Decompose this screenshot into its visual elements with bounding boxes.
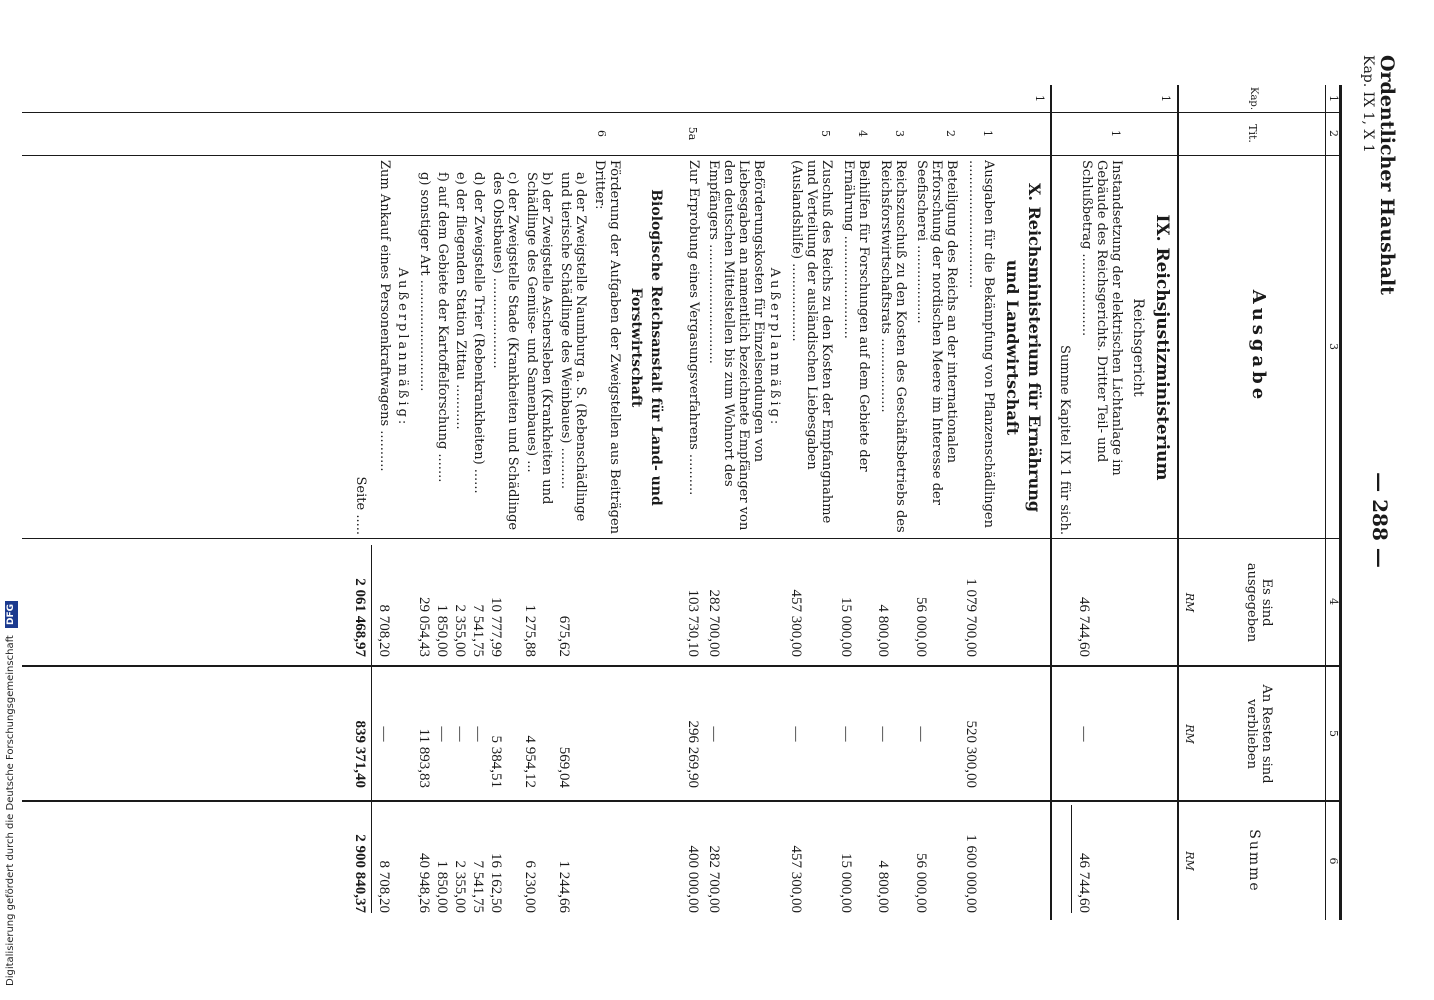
ankauf-text: Zum Ankauf eines Personenkraftwagens .......... bbox=[377, 160, 392, 472]
ix-sum-label: Summe Kapitel IX 1 für sich. bbox=[1057, 345, 1072, 535]
x-row-1-text: Ausgaben für die Bekämpfung von Pflanzenschädlingen ............................... bbox=[966, 160, 996, 528]
x-row-5-text: Zuschuß des Reichs zu den Kosten der Empfangnahme und Verteilung der ausländischen Liebesgaben (Auslandshilfe) ................... bbox=[789, 160, 834, 524]
column-separator-kap bbox=[22, 155, 1342, 156]
x-row-2-text: Beteiligung des Reichs an der internationalen Erforschung der nordischen Meere im Interesse der Seefischerei ................... bbox=[914, 160, 959, 505]
column-separator-ausgabe bbox=[22, 538, 1342, 539]
ix-subheading: Reichsgericht bbox=[1130, 298, 1146, 397]
header-kap: Kap. bbox=[1248, 86, 1259, 110]
sub-d-col5: — bbox=[470, 726, 486, 742]
x-5a-col5: 296 269,90 bbox=[685, 720, 701, 788]
header-tit: Tit. bbox=[1246, 124, 1259, 143]
ix-col4: 46 744,60 bbox=[1076, 597, 1092, 657]
colnum-1: 1 bbox=[1327, 95, 1340, 102]
x-row-2-col4: 56 000,00 bbox=[913, 597, 929, 657]
x-row-3-col6: 4 800,00 bbox=[875, 860, 891, 913]
x-row-2-col6: 56 000,00 bbox=[913, 853, 929, 913]
colnum-5: 5 bbox=[1327, 730, 1340, 737]
sub-g-text: g) sonstiger Art ........................... bbox=[417, 172, 432, 392]
sub-f-col5: — bbox=[434, 726, 450, 742]
seite-label: Seite ..... bbox=[353, 476, 368, 535]
x-row-4-text: Beihilfen für Forschungen auf dem Gebiete der Ernährung ......................... bbox=[841, 160, 871, 472]
sub-c-col5: 5 384,51 bbox=[488, 735, 504, 788]
x-row-5-col5: — bbox=[788, 726, 804, 742]
sub-d-col6: 7 541,75 bbox=[470, 860, 486, 913]
column-separator-left bbox=[22, 112, 1342, 113]
unit-col5: RM bbox=[1183, 724, 1196, 744]
ix-col6: 46 744,60 bbox=[1076, 853, 1092, 913]
biol-heading-2: Forstwirtschaft bbox=[628, 287, 644, 408]
x-tit-2: 2 bbox=[944, 130, 957, 137]
colnum-2: 2 bbox=[1327, 130, 1340, 137]
running-title: Ordentlicher Haushalt bbox=[1376, 55, 1398, 295]
x-heading-2: und Landwirtschaft bbox=[1003, 259, 1022, 436]
column-separator-col4 bbox=[22, 665, 1342, 667]
x-row-3-text: Reichszuschuß zu den Kosten des Geschäftsbetriebs des Reichsforstwirtschaftsrats .................. bbox=[878, 160, 908, 533]
column-number-rule bbox=[1325, 85, 1326, 920]
sub-e-col6: 2 355,00 bbox=[452, 860, 468, 913]
x-row-4-col5: — bbox=[838, 726, 854, 742]
ix-kap-number: 1 bbox=[1159, 95, 1172, 102]
sub-e-text: e) der fliegenden Station Zittau ........... bbox=[453, 172, 468, 430]
x-beford-col5: — bbox=[706, 726, 722, 742]
x-tit-3: 3 bbox=[893, 130, 906, 137]
x-6-text: Förderung der Aufgaben der Zweigstellen aus Beiträgen Dritter: bbox=[592, 160, 622, 535]
sub-f-col6: 1 850,00 bbox=[434, 860, 450, 913]
sub-d-col4: 7 541,75 bbox=[470, 604, 486, 657]
x-row-2-col5: — bbox=[913, 726, 929, 742]
sub-d-text: d) der Zweigstelle Trier (Rebenkrankheiten) ...... bbox=[471, 172, 486, 494]
sub-a-col6: 1 244,66 bbox=[556, 860, 572, 913]
ix-sum-rule bbox=[1071, 805, 1072, 913]
x-tit-5a: 5a bbox=[686, 126, 699, 141]
x-row-1-col5: 520 300,00 bbox=[963, 720, 979, 788]
sub-a-text: a) der Zweigstelle Naumburg a. S. (Rebenschädlinge und tierische Schädlinge des Weinbaues) .......... bbox=[558, 172, 588, 522]
column-separator-col5 bbox=[22, 800, 1342, 802]
unit-col6: RM bbox=[1183, 851, 1196, 871]
x-tit-6: 6 bbox=[595, 130, 608, 137]
sub-b-col6: 6 230,00 bbox=[522, 860, 538, 913]
sub-c-col4: 10 777,99 bbox=[488, 597, 504, 657]
sub-g-col5: 11 893,83 bbox=[416, 728, 432, 788]
sub-f-text: f) auf dem Gebiete der Kartoffelforschung ....... bbox=[435, 172, 450, 483]
sub-b-text: b) der Zweigstelle Aschersleben (Krankheiten und Schädlinge des Gemüse- und Samenbaues) ... bbox=[524, 172, 554, 505]
sub-b-col4: 1 275,88 bbox=[522, 604, 538, 657]
header-bottom-rule bbox=[1177, 85, 1179, 920]
colnum-6: 6 bbox=[1327, 857, 1340, 865]
dfg-logo: DFG bbox=[5, 601, 18, 628]
ankauf-col4: 8 708,20 bbox=[376, 604, 392, 657]
ix-tit: 1 bbox=[1109, 130, 1122, 137]
x-5a-col6: 400 000,00 bbox=[685, 845, 701, 913]
x-5a-col4: 103 730,10 bbox=[685, 589, 701, 657]
sub-g-col6: 40 948,26 bbox=[416, 853, 432, 913]
digitization-credit-text: Digitalisierung gefördert durch die Deutsche Forschungsgemeinschaft bbox=[5, 635, 16, 986]
total-col5: 839 371,40 bbox=[352, 720, 368, 788]
x-row-1-col4: 1 079 700,00 bbox=[963, 578, 979, 657]
section-divider bbox=[1050, 85, 1052, 920]
page-number: — 288 — bbox=[1368, 472, 1392, 568]
x-kap-number: 1 bbox=[1033, 95, 1046, 102]
biol-heading-1: Biologische Reichsanstalt für Land- und bbox=[648, 189, 664, 506]
x-row-5-col4: 457 300,00 bbox=[788, 589, 804, 657]
total-col4: 2 061 468,97 bbox=[352, 578, 368, 657]
ix-col5: — bbox=[1076, 726, 1092, 742]
x-beford-col4: 282 700,00 bbox=[706, 589, 722, 657]
ix-row-text: Instandsetzung der elektrischen Lichtanlage im Gebäude des Reichsgerichts. Dritter Teil- und Schlußbetrag .................... bbox=[1079, 160, 1124, 476]
header-col6: Summe bbox=[1246, 829, 1262, 893]
x-5a-text: Zur Erprobung eines Vergasungsverfahrens .......... bbox=[686, 160, 701, 496]
sub-f-col4: 1 850,00 bbox=[434, 604, 450, 657]
sub-a-col4: 675,62 bbox=[556, 615, 572, 657]
header-col4: Es sind ausgegeben bbox=[1244, 562, 1274, 643]
digitization-credit-strip bbox=[0, 0, 22, 1000]
sub-c-text: c) der Zweigstelle Stade (Krankheiten und Schädlinge des Obstbaues) ...................... bbox=[490, 172, 520, 531]
header-ausgabe: Ausgabe bbox=[1248, 289, 1269, 404]
ausserplan-heading-1: Außerplanmäßig: bbox=[767, 267, 782, 428]
ankauf-col6: 8 708,20 bbox=[376, 860, 392, 913]
x-tit-1: 1 bbox=[981, 130, 994, 137]
running-subtitle: Kap. IX 1, X 1 bbox=[1360, 55, 1376, 153]
x-beford-col6: 282 700,00 bbox=[706, 845, 722, 913]
x-row-4-col4: 15 000,00 bbox=[838, 597, 854, 657]
x-tit-5: 5 bbox=[819, 130, 832, 137]
ausserplan-heading-2: Außerplanmäßig: bbox=[395, 267, 410, 428]
ix-heading: IX. Reichsjustizministerium bbox=[1152, 214, 1172, 481]
colnum-3: 3 bbox=[1327, 343, 1340, 350]
digitization-credit bbox=[0, 0, 22, 1000]
total-col6: 2 900 840,37 bbox=[352, 834, 368, 913]
x-row-5-col6: 457 300,00 bbox=[788, 845, 804, 913]
ankauf-col5: — bbox=[376, 726, 392, 742]
header-col5: An Resten sind verblieben bbox=[1244, 684, 1274, 784]
totals-rule bbox=[371, 545, 372, 913]
sub-g-col4: 29 054,43 bbox=[416, 597, 432, 657]
sub-e-col5: — bbox=[452, 726, 468, 742]
x-heading-1: X. Reichsministerium für Ernährung bbox=[1025, 182, 1044, 513]
x-beford-text: Beförderungskosten für Einzelsendungen von Liebesgaben an namentlich bezeichnete Empfänger von den deutschen Mittelstellen bis zum Wohnort des Empfängers ............................. bbox=[706, 160, 766, 531]
x-tit-4: 4 bbox=[856, 130, 869, 137]
sub-b-col5: 4 954,12 bbox=[522, 735, 538, 788]
x-row-3-col4: 4 800,00 bbox=[875, 604, 891, 657]
colnum-4: 4 bbox=[1327, 598, 1340, 605]
x-row-3-col5: — bbox=[875, 726, 891, 742]
x-row-4-col6: 15 000,00 bbox=[838, 853, 854, 913]
sub-a-col5: 569,04 bbox=[556, 746, 572, 788]
x-row-1-col6: 1 600 000,00 bbox=[963, 834, 979, 913]
sub-e-col4: 2 355,00 bbox=[452, 604, 468, 657]
sub-c-col6: 16 162,50 bbox=[488, 853, 504, 913]
unit-col4: RM bbox=[1183, 592, 1196, 613]
